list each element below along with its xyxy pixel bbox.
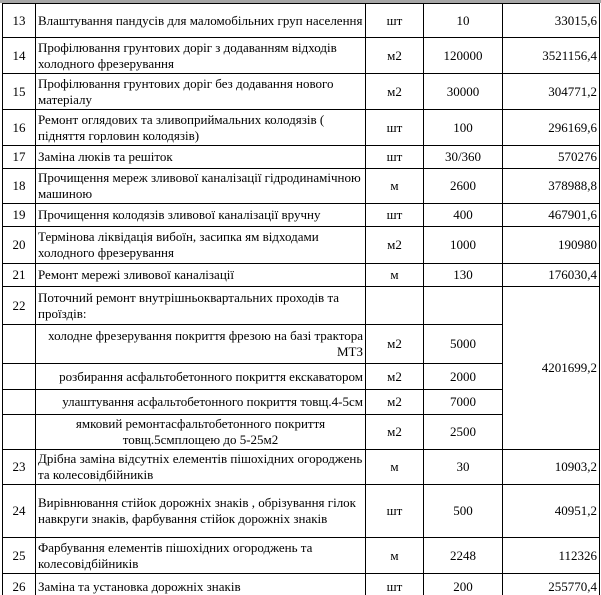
row-number-cell: 13 xyxy=(3,4,36,38)
description-cell: Фарбування елементів пішохідних огороджень та колесовідбійників xyxy=(36,538,366,574)
unit-cell: м xyxy=(366,538,424,574)
row-number-cell xyxy=(3,325,36,364)
unit-cell: м2 xyxy=(366,390,424,415)
amount-cell: 378988,8 xyxy=(503,169,600,204)
description-cell: Прочищення мереж зливової каналізації гідродинамічною машиною xyxy=(36,169,366,204)
unit-cell: м xyxy=(366,450,424,485)
table-row xyxy=(3,227,600,264)
amount-cell: 3521156,4 xyxy=(503,38,600,74)
amount-cell: 176030,4 xyxy=(503,264,600,287)
unit-cell: м2 xyxy=(366,38,424,74)
quantity-cell: 120000 xyxy=(424,38,503,74)
description-cell: ямковий ремонтасфальтобетонного покриття товщ.5смплощею до 5-25м2 xyxy=(36,415,366,450)
quantity-cell: 30/360 xyxy=(424,146,503,169)
unit-cell: м2 xyxy=(366,227,424,264)
quantity-cell: 400 xyxy=(424,204,503,227)
amount-cell: 467901,6 xyxy=(503,204,600,227)
quantity-cell: 10 xyxy=(424,4,503,38)
description-cell: Дрібна заміна відсутніх елементів пішохідних огороджень та колесовідбійників xyxy=(36,450,366,485)
table-body xyxy=(3,4,600,595)
row-number-cell: 24 xyxy=(3,485,36,538)
description-cell: Профілювання грунтових доріг з додаванням відходів холодного фрезерування xyxy=(36,38,366,74)
table-row xyxy=(3,264,600,287)
unit-cell: шт xyxy=(366,4,424,38)
amount-cell: 255770,4 xyxy=(503,574,600,595)
unit-cell: м xyxy=(366,169,424,204)
table-row xyxy=(3,204,600,227)
description-cell: Прочищення колодязів зливової каналізації вручну xyxy=(36,204,366,227)
row-number-cell: 15 xyxy=(3,74,36,110)
amount-cell: 570276 xyxy=(503,146,600,169)
row-number-cell: 16 xyxy=(3,110,36,146)
row-number-cell: 23 xyxy=(3,450,36,485)
amount-cell: 33015,6 xyxy=(503,4,600,38)
table-row xyxy=(3,146,600,169)
row-number-cell: 22 xyxy=(3,287,36,325)
quantity-cell: 2248 xyxy=(424,538,503,574)
description-cell: Вирівнювання стійок дорожніх знаків , обрізування гілок навкруги знаків, фарбування стійок дорожніх знаків xyxy=(36,485,366,538)
unit-cell: шт xyxy=(366,146,424,169)
row-number-cell xyxy=(3,390,36,415)
description-cell: Поточний ремонт внутрішньоквартальних проходів та проїздів: xyxy=(36,287,366,325)
unit-cell: м xyxy=(366,264,424,287)
unit-cell: шт xyxy=(366,204,424,227)
table-row xyxy=(3,74,600,110)
row-number-cell: 26 xyxy=(3,574,36,595)
amount-cell: 304771,2 xyxy=(503,74,600,110)
quantity-cell: 2600 xyxy=(424,169,503,204)
row-number-cell xyxy=(3,364,36,390)
unit-cell: шт xyxy=(366,574,424,595)
description-cell: Ремонт мережі зливової каналізації xyxy=(36,264,366,287)
quantity-cell: 200 xyxy=(424,574,503,595)
quantity-cell: 1000 xyxy=(424,227,503,264)
table-row xyxy=(3,4,600,38)
quantity-cell: 30000 xyxy=(424,74,503,110)
row-number-cell: 25 xyxy=(3,538,36,574)
unit-cell: шт xyxy=(366,485,424,538)
unit-cell: м2 xyxy=(366,74,424,110)
table-row xyxy=(3,538,600,574)
table-row xyxy=(3,110,600,146)
quantity-cell: 30 xyxy=(424,450,503,485)
description-cell: Влаштування пандусів для маломобільних груп населення xyxy=(36,4,366,38)
quantity-cell xyxy=(424,287,503,325)
table-row xyxy=(3,574,600,595)
table-row xyxy=(3,38,600,74)
table-row xyxy=(3,169,600,204)
amount-cell: 296169,6 xyxy=(503,110,600,146)
description-cell: Термінова ліквідація вибоїн, засипка ям відходами холодного фрезерування xyxy=(36,227,366,264)
table-row xyxy=(3,485,600,538)
description-cell: Профілювання грунтових доріг без додавання нового матеріалу xyxy=(36,74,366,110)
quantity-cell: 2500 xyxy=(424,415,503,450)
row-number-cell: 14 xyxy=(3,38,36,74)
amount-cell: 112326 xyxy=(503,538,600,574)
description-cell: розбирання асфальтобетонного покриття екскаватором xyxy=(36,364,366,390)
table-row xyxy=(3,450,600,485)
table-row xyxy=(3,287,600,325)
unit-cell: м2 xyxy=(366,364,424,390)
unit-cell: м2 xyxy=(366,415,424,450)
row-number-cell: 21 xyxy=(3,264,36,287)
row-number-cell: 18 xyxy=(3,169,36,204)
unit-cell xyxy=(366,287,424,325)
quantity-cell: 7000 xyxy=(424,390,503,415)
description-cell: холодне фрезерування покриття фрезою на базі трактора МТЗ xyxy=(36,325,366,364)
description-cell: Ремонт оглядових та зливоприймальних колодязів ( підняття горловин колодязів) xyxy=(36,110,366,146)
unit-cell: м2 xyxy=(366,325,424,364)
quantity-cell: 130 xyxy=(424,264,503,287)
quantity-cell: 2000 xyxy=(424,364,503,390)
description-cell: Заміна люків та решіток xyxy=(36,146,366,169)
row-number-cell xyxy=(3,415,36,450)
quantity-cell: 500 xyxy=(424,485,503,538)
description-cell: Заміна та установка дорожніх знаків xyxy=(36,574,366,595)
amount-cell: 190980 xyxy=(503,227,600,264)
amount-cell: 4201699,2 xyxy=(503,287,600,450)
quantity-cell: 100 xyxy=(424,110,503,146)
amount-cell: 40951,2 xyxy=(503,485,600,538)
description-cell: улаштування асфальтобетонного покриття товщ.4-5см xyxy=(36,390,366,415)
works-table xyxy=(2,3,600,595)
row-number-cell: 17 xyxy=(3,146,36,169)
row-number-cell: 20 xyxy=(3,227,36,264)
row-number-cell: 19 xyxy=(3,204,36,227)
quantity-cell: 5000 xyxy=(424,325,503,364)
unit-cell: шт xyxy=(366,110,424,146)
amount-cell: 10903,2 xyxy=(503,450,600,485)
